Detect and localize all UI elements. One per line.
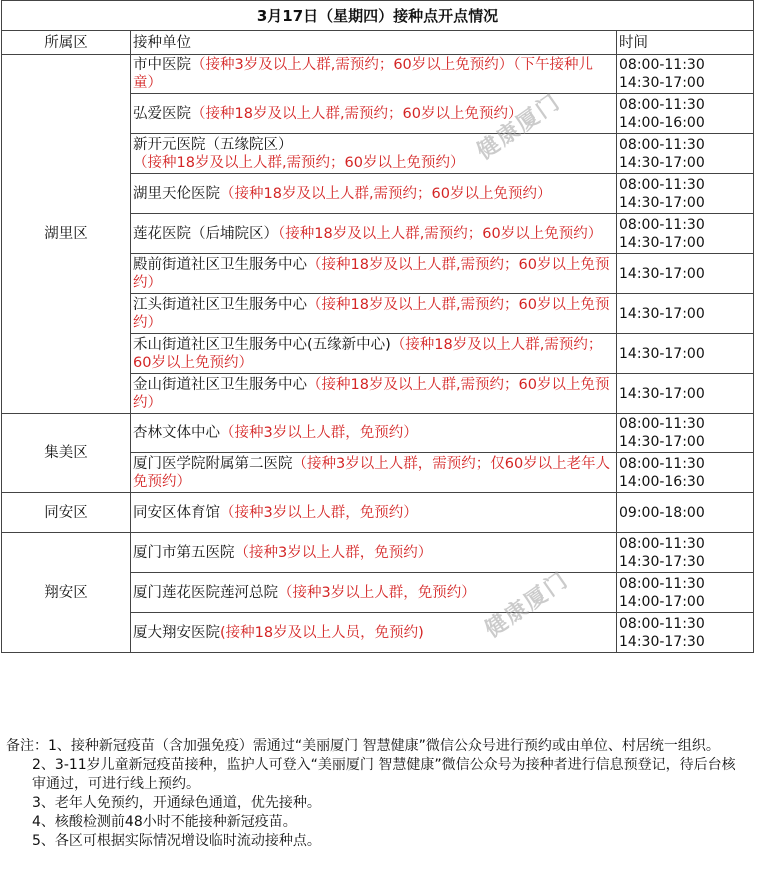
district-cell: 湖里区 <box>2 55 131 414</box>
table-row <box>2 414 754 453</box>
unit-cell <box>131 174 617 214</box>
time-slot: 08:00-11:30 <box>619 575 705 592</box>
unit-note: （接种3岁以上人群，需预约；仅60岁以上老年人免预约） <box>133 455 611 490</box>
watermark: 健康厦门 <box>480 567 574 643</box>
time-slot: 14:30-17:00 <box>619 234 705 251</box>
note-item: 4、核酸检测前48小时不能接种新冠疫苗。 <box>32 814 297 830</box>
header-unit: 接种单位 <box>131 31 617 55</box>
title-row <box>2 1 754 31</box>
time-slot: 08:00-11:30 <box>619 57 705 73</box>
time-cell <box>617 334 754 374</box>
unit-name: 禾山街道社区卫生服务中心(五缘新中心) <box>133 336 391 353</box>
unit-name: 湖里天伦医院 <box>133 185 220 202</box>
unit-cell <box>131 254 617 294</box>
header-row <box>2 31 754 55</box>
unit-note: （接种3岁及以上人群,需预约；60岁以上免预约）（下午接种儿童） <box>133 57 594 91</box>
time-slot: 14:30-17:00 <box>619 385 705 402</box>
time-cell <box>617 453 754 493</box>
district-cell: 翔安区 <box>2 533 131 653</box>
time-slot: 14:00-16:30 <box>619 473 705 490</box>
unit-note: （接种3岁以上人群，免预约） <box>220 504 418 521</box>
time-slot: 14:30-17:00 <box>619 75 705 91</box>
time-cell <box>617 533 754 573</box>
unit-name: 厦大翔安医院 <box>133 624 220 641</box>
time-slot: 14:30-17:30 <box>619 633 705 650</box>
unit-name: 金山街道社区卫生服务中心 <box>133 376 307 393</box>
unit-cell <box>131 533 617 573</box>
time-slot: 14:00-17:00 <box>619 593 705 610</box>
unit-name: 江头街道社区卫生服务中心 <box>133 296 307 313</box>
unit-cell <box>131 294 617 334</box>
time-slot: 14:30-17:00 <box>619 154 705 171</box>
time-cell <box>617 294 754 334</box>
time-cell <box>617 573 754 613</box>
watermark: 健康厦门 <box>472 89 566 165</box>
unit-note: （接种18岁及以上人群,需预约；60岁以上免预约） <box>191 105 523 122</box>
district-cell: 集美区 <box>2 414 131 493</box>
unit-note: （接种18岁及以上人群,需预约；60岁以上免预约） <box>278 225 603 242</box>
time-cell <box>617 254 754 294</box>
unit-name: 厦门市第五医院 <box>133 544 235 561</box>
time-cell <box>617 134 754 174</box>
time-slot: 14:30-17:00 <box>619 305 705 322</box>
time-slot: 08:00-11:30 <box>619 136 705 153</box>
unit-note: （接种18岁及以上人群,需预约；60岁以上免预约） <box>220 185 552 202</box>
unit-note: （接种18岁及以上人群,需预约；60岁以上免预约） <box>133 336 603 371</box>
unit-note: （接种18岁及以上人群,需预约；60岁以上免预约） <box>133 376 610 411</box>
time-slot: 14:00-16:00 <box>619 114 705 131</box>
unit-name: 殿前街道社区卫生服务中心 <box>133 256 307 273</box>
unit-cell <box>131 94 617 134</box>
note-item: 备注：1、接种新冠疫苗（含加强免疫）需通过“美丽厦门 智慧健康”微信公众号进行预约或由单位、村居统一组织。 <box>6 738 720 754</box>
notes-section <box>6 737 748 851</box>
unit-name: 厦门莲花医院莲河总院 <box>133 584 278 601</box>
unit-name: 莲花医院（后埔院区） <box>133 225 278 242</box>
unit-cell <box>131 613 617 653</box>
table-row <box>2 55 754 94</box>
unit-cell <box>131 573 617 613</box>
time-cell <box>617 214 754 254</box>
schedule-sheet <box>1 0 753 653</box>
time-slot: 14:30-17:00 <box>619 434 705 450</box>
note-item: 2、3-11岁儿童新冠疫苗接种，监护人可登入“美丽厦门 智慧健康”微信公众号为接种者进行信息预登记，待后台核审通过，可进行线上预约。 <box>32 757 736 792</box>
unit-name: 新开元医院（五缘院区） <box>133 136 293 153</box>
time-cell <box>617 174 754 214</box>
time-slot: 14:30-17:00 <box>619 194 705 211</box>
time-cell <box>617 414 754 453</box>
note-item: 3、老年人免预约，开通绿色通道，优先接种。 <box>32 795 321 811</box>
unit-cell <box>131 374 617 414</box>
unit-note: （接种18岁及以上人群,需预约；60岁以上免预约） <box>133 154 465 171</box>
unit-note: （接种3岁以上人群，免预约） <box>234 544 433 561</box>
time-slot: 08:00-11:30 <box>619 216 705 233</box>
time-slot: 08:00-11:30 <box>619 416 705 432</box>
time-cell <box>617 613 754 653</box>
unit-note: （接种18岁及以上人群,需预约；60岁以上免预约） <box>133 256 610 291</box>
time-slot: 14:30-17:00 <box>619 265 705 282</box>
unit-cell <box>131 55 617 94</box>
time-slot: 08:00-11:30 <box>619 96 705 113</box>
unit-name: 同安区体育馆 <box>133 504 220 521</box>
time-cell <box>617 94 754 134</box>
table-row <box>2 493 754 533</box>
time-slot: 08:00-11:30 <box>619 535 705 552</box>
unit-note: （接种18岁及以上人群,需预约；60岁以上免预约） <box>133 296 610 331</box>
unit-cell <box>131 334 617 374</box>
unit-cell <box>131 214 617 254</box>
unit-cell <box>131 414 617 453</box>
time-slot: 14:30-17:00 <box>619 345 705 362</box>
vaccination-table <box>1 0 754 653</box>
unit-cell <box>131 134 617 174</box>
time-cell <box>617 55 754 94</box>
district-cell: 同安区 <box>2 493 131 533</box>
time-slot: 08:00-11:30 <box>619 455 705 472</box>
table-row <box>2 533 754 573</box>
time-slot: 14:30-17:30 <box>619 553 705 570</box>
unit-name: 杏林文体中心 <box>133 425 220 441</box>
header-district: 所属区 <box>2 31 131 55</box>
time-cell <box>617 374 754 414</box>
unit-cell <box>131 453 617 493</box>
time-cell <box>617 493 754 533</box>
time-slot: 08:00-11:30 <box>619 615 705 632</box>
unit-note: （接种3岁以上人群，免预约） <box>220 425 418 441</box>
table-title: 3月17日（星期四）接种点开点情况 <box>2 1 754 31</box>
unit-name: 弘爱医院 <box>133 105 191 122</box>
time-slot: 08:00-11:30 <box>619 176 705 193</box>
unit-name: 厦门医学院附属第二医院 <box>133 455 293 472</box>
time-slot: 09:00-18:00 <box>619 504 705 521</box>
unit-note: (接种18岁及以上人员，免预约) <box>220 624 424 641</box>
unit-name: 市中医院 <box>133 57 191 73</box>
note-item: 5、各区可根据实际情况增设临时流动接种点。 <box>32 833 321 849</box>
unit-note: （接种3岁以上人群，免预约） <box>278 584 476 601</box>
unit-cell <box>131 493 617 533</box>
header-time: 时间 <box>617 31 754 55</box>
